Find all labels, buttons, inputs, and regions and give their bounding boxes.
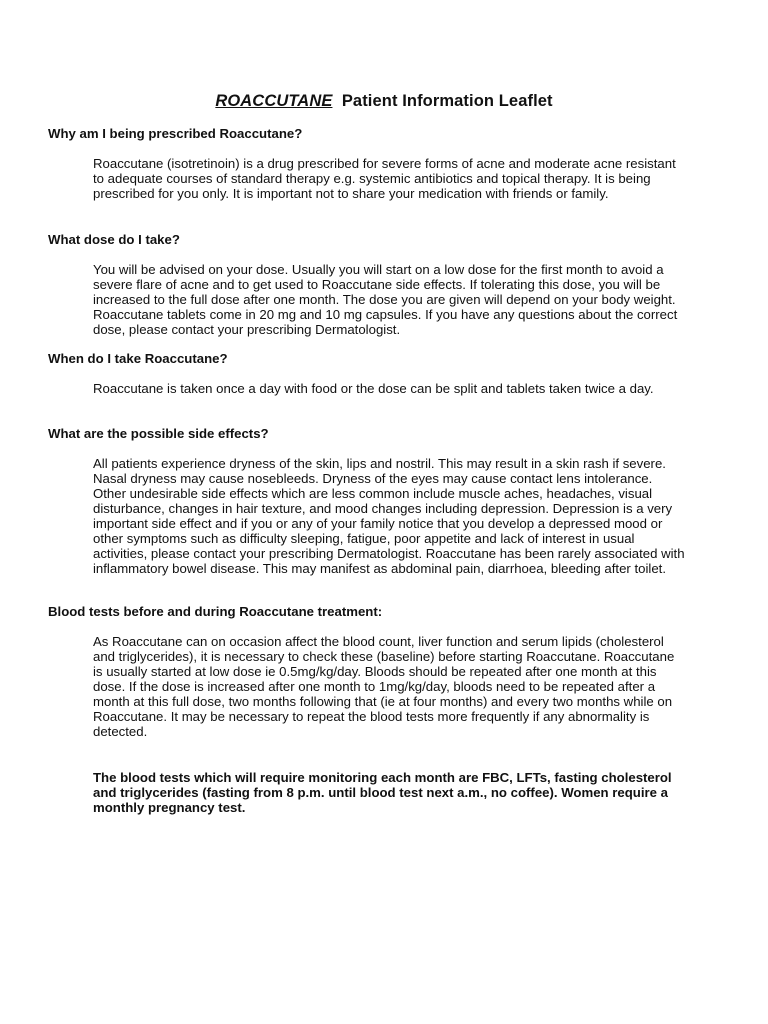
section-heading-why-prescribed: Why am I being prescribed Roaccutane?	[48, 126, 303, 141]
text-line: As Roaccutane can on occasion affect the blood count, liver function and serum lipids (cholesterol	[93, 634, 664, 649]
text-line: Roaccutane tablets come in 20 mg and 10 mg capsules. If you have any questions about the correct	[93, 307, 678, 322]
text-line: dose. If the dose is increased after one month to 1mg/kg/day, bloods need to be repeated after a	[93, 679, 656, 694]
section-body-blood-tests	[93, 634, 733, 739]
text-line: Roaccutane. It may be necessary to repeat the blood tests more frequently if any abnormality is	[93, 709, 650, 724]
text-line: You will be advised on your dose. Usually you will start on a low dose for the first month to avoid a	[93, 262, 664, 277]
text-line: increased to the full dose after one month. The dose you are given will depend on your body weight.	[93, 292, 676, 307]
text-line: activities, please contact your prescribing Dermatologist. Roaccutane has been rarely associated with	[93, 546, 685, 561]
text-line: other symptoms such as difficulty sleeping, fatigue, poor appetite and lack of interest in usual	[93, 531, 635, 546]
text-line: Roaccutane is taken once a day with food or the dose can be split and tablets taken twice a day.	[93, 381, 654, 396]
text-line: prescribed for you only. It is important not to share your medication with friends or family.	[93, 186, 609, 201]
section-body-why-prescribed	[93, 156, 733, 201]
text-line: All patients experience dryness of the skin, lips and nostril. This may result in a skin rash if severe.	[93, 456, 666, 471]
text-line: inflammatory bowel disease. This may manifest as abdominal pain, diarrhoea, bleeding after toilet.	[93, 561, 666, 576]
text-line: important side effect and if you or any of your family notice that you develop a depressed mood or	[93, 516, 663, 531]
section-heading-blood-tests: Blood tests before and during Roaccutane treatment:	[48, 604, 383, 619]
text-line: to adequate courses of standard therapy e.g. systemic antibiotics and topical therapy. It is being	[93, 171, 651, 186]
title-text: Patient Information Leaflet	[341, 92, 553, 110]
text-line: and triglycerides), it is necessary to check these (baseline) before starting Roaccutane. Roaccutane	[93, 649, 675, 664]
bold-text-line: monthly pregnancy test.	[93, 800, 246, 815]
bold-text-line: The blood tests which will require monitoring each month are FBC, LFTs, fasting cholesterol	[93, 770, 672, 785]
text-line: month at this full dose, two months following that (ie at four months) and every two months while on	[93, 694, 673, 709]
section-heading-side-effects: What are the possible side effects?	[48, 426, 269, 441]
section-body-when	[93, 381, 733, 396]
section-body-side-effects	[93, 456, 733, 576]
text-line: Other undesirable side effects which are less common include muscle aches, headaches, visual	[93, 486, 653, 501]
text-line: Nasal dryness may cause nosebleeds. Dryness of the eyes may cause contact lens intolerance.	[93, 471, 653, 486]
section-body-dose	[93, 262, 733, 337]
text-line: is usually started at low dose ie 0.5mg/kg/day. Bloods should be repeated after one month at this	[93, 664, 657, 679]
section-heading-when: When do I take Roaccutane?	[48, 351, 228, 366]
blood-test-monitoring-note	[93, 770, 733, 815]
bold-text-line: and triglycerides (fasting from 8 p.m. until blood test next a.m., no coffee). Women require a	[93, 785, 668, 800]
text-line: dose, please contact your prescribing Dermatologist.	[93, 322, 401, 337]
section-heading-dose: What dose do I take?	[48, 232, 180, 247]
text-line: detected.	[93, 724, 148, 739]
page-title	[0, 92, 768, 111]
text-line: disturbance, changes in hair texture, and mood changes including depression. Depression is a very	[93, 501, 673, 516]
text-line: severe flare of acne and to get used to Roaccutane side effects. If tolerating this dose, you will be	[93, 277, 661, 292]
title-brand: ROACCUTANE	[215, 92, 333, 110]
text-line: Roaccutane (isotretinoin) is a drug prescribed for severe forms of acne and moderate acne resistant	[93, 156, 676, 171]
